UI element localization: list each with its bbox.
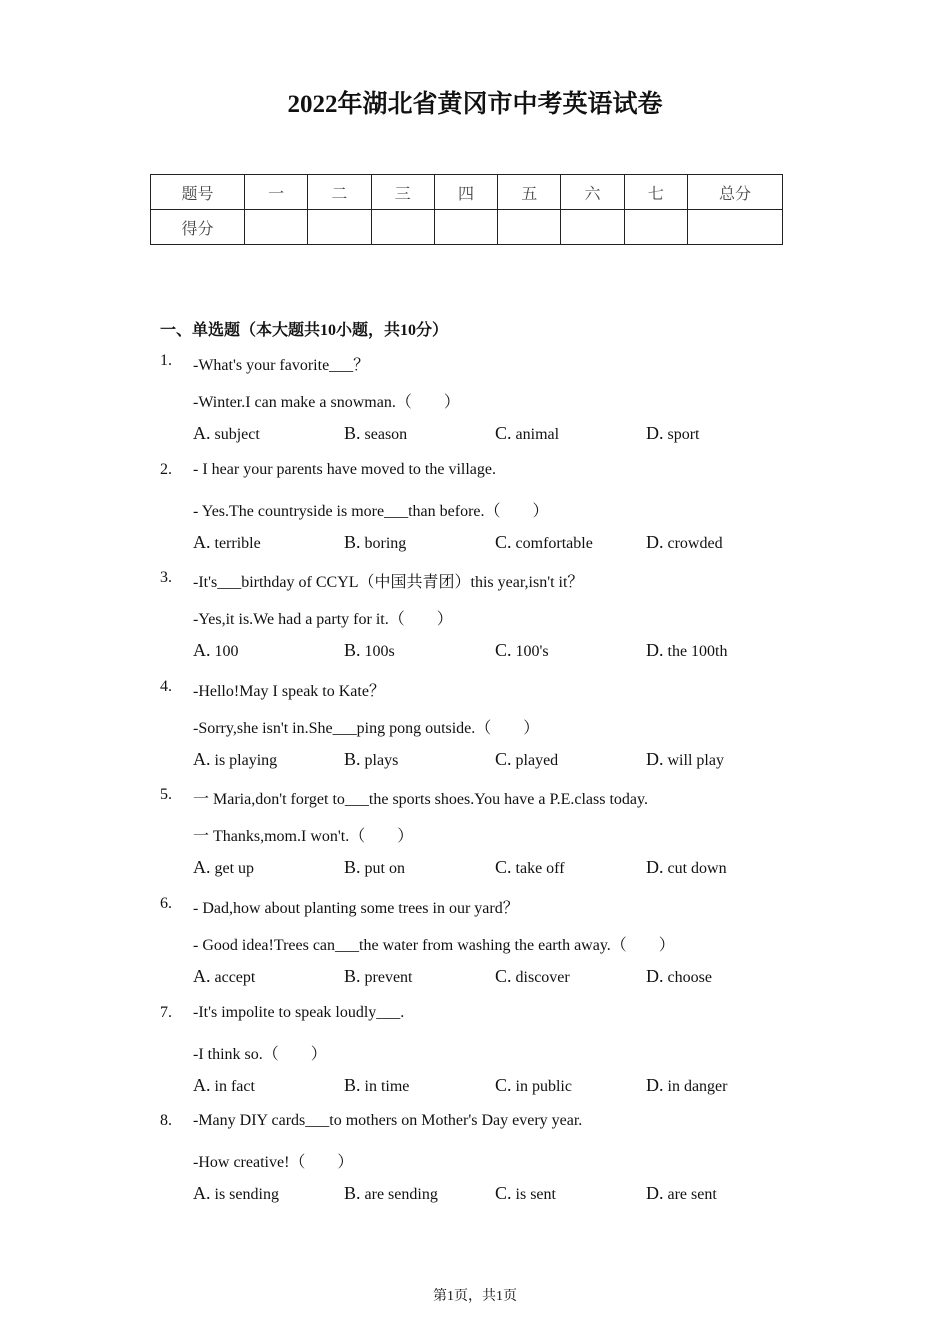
score-cell	[371, 210, 434, 245]
answer-option	[646, 966, 712, 987]
header-cell: 六	[561, 175, 624, 210]
answer-option	[344, 857, 405, 878]
option-text: season	[364, 426, 408, 443]
option-text: will play	[667, 751, 724, 769]
answer-option	[193, 857, 254, 878]
question-response: -How creative!（ ）	[193, 1154, 354, 1172]
option-letter: B.	[344, 1183, 361, 1204]
option-text: played	[515, 751, 559, 769]
option-letter: D.	[646, 1074, 664, 1095]
score-cell	[245, 210, 308, 245]
option-letter: B.	[344, 423, 361, 443]
option-letter: D.	[646, 966, 664, 986]
option-letter: D.	[646, 640, 664, 661]
header-cell: 七	[624, 175, 687, 210]
option-text: is playing	[214, 751, 278, 769]
option-text: put on	[364, 860, 405, 878]
answer-option	[495, 1183, 556, 1204]
option-text: discover	[515, 969, 570, 986]
answer-option	[646, 423, 700, 444]
answer-option	[344, 966, 413, 987]
question-number: 6.	[160, 895, 172, 912]
header-cell: 总分	[688, 175, 783, 210]
answer-option	[646, 1075, 727, 1096]
score-cell	[688, 210, 783, 245]
question-response: -Sorry,she isn't in.She___ping pong outside.（ ）	[193, 719, 540, 737]
option-letter: C.	[495, 1074, 512, 1095]
answer-option	[344, 423, 407, 444]
option-letter: A.	[193, 423, 211, 443]
answer-option	[193, 749, 277, 770]
option-text: boring	[364, 534, 407, 552]
answer-option	[193, 1075, 255, 1096]
question-number: 5.	[160, 786, 172, 804]
question-response: -Winter.I can make a snowman.（ ）	[193, 394, 460, 411]
option-letter: B.	[344, 640, 361, 661]
option-text: take off	[515, 860, 565, 878]
score-table-score-row	[151, 210, 783, 245]
option-text: in fact	[214, 1077, 255, 1095]
answer-option	[495, 966, 570, 987]
option-text: in public	[515, 1077, 572, 1095]
question-prompt: - Dad,how about planting some trees in our yard？	[193, 900, 519, 917]
question-number: 7.	[160, 1003, 172, 1021]
option-letter: C.	[495, 1183, 512, 1204]
answer-option	[495, 1075, 572, 1096]
score-cell	[624, 210, 687, 245]
option-text: 100's	[515, 643, 549, 661]
option-text: get up	[214, 860, 255, 878]
option-letter: A.	[193, 1074, 211, 1095]
option-text: the 100th	[667, 643, 728, 661]
header-cell: 五	[498, 175, 561, 210]
option-letter: B.	[344, 857, 361, 878]
question-number: 8.	[160, 1112, 172, 1130]
answer-option	[344, 532, 406, 553]
page-title: 2022年湖北省黄冈市中考英语试卷	[287, 91, 663, 118]
option-text: are sent	[667, 1186, 717, 1204]
option-letter: A.	[193, 966, 211, 986]
answer-option	[495, 532, 593, 553]
option-letter: D.	[646, 1183, 664, 1204]
option-text: choose	[667, 969, 712, 986]
question-response: -I think so.（ ）	[193, 1045, 327, 1063]
option-text: is sent	[515, 1186, 556, 1204]
option-text: plays	[364, 751, 399, 769]
option-letter: B.	[344, 748, 361, 769]
answer-option	[646, 1183, 717, 1204]
answer-option	[646, 857, 727, 878]
option-text: 100s	[364, 643, 395, 661]
option-text: comfortable	[515, 534, 593, 552]
option-text: crowded	[667, 534, 723, 552]
answer-option	[646, 532, 723, 553]
question-prompt: -Many DIY cards___to mothers on Mother's Day every year.	[193, 1112, 583, 1130]
answer-option	[193, 532, 261, 553]
option-text: 100	[214, 643, 239, 661]
option-letter: C.	[495, 857, 512, 878]
option-letter: B.	[344, 966, 361, 986]
question-prompt: -It's impolite to speak loudly___.	[193, 1003, 405, 1021]
answer-option	[193, 423, 260, 444]
score-cell	[308, 210, 371, 245]
option-text: animal	[515, 426, 560, 443]
answer-option	[495, 640, 549, 661]
question-prompt: 一 Maria,don't forget to___the sports shoes.You have a P.E.class today.	[193, 791, 648, 809]
question-prompt: -What's your favorite___？	[193, 357, 370, 374]
option-letter: C.	[495, 531, 512, 552]
answer-option	[646, 640, 728, 661]
score-cell	[434, 210, 497, 245]
header-cell: 三	[371, 175, 434, 210]
option-letter: D.	[646, 531, 664, 552]
section-heading: 一、单选题（本大题共10小题，共10分）	[160, 322, 449, 339]
question-response: -Yes,it is.We had a party for it.（ ）	[193, 611, 453, 629]
option-text: in danger	[667, 1077, 728, 1095]
option-letter: B.	[344, 531, 361, 552]
question-number: 4.	[160, 677, 172, 695]
answer-option	[344, 640, 395, 661]
answer-option	[344, 1075, 409, 1096]
option-letter: C.	[495, 966, 512, 986]
option-text: are sending	[364, 1186, 438, 1204]
question-response: 一 Thanks,mom.I won't.（ ）	[193, 828, 414, 846]
answer-option	[193, 966, 255, 987]
option-letter: B.	[344, 1074, 361, 1095]
header-cell: 二	[308, 175, 371, 210]
header-cell: 一	[245, 175, 308, 210]
question-number: 1.	[160, 352, 172, 369]
question-number: 2.	[160, 460, 172, 478]
answer-option	[495, 423, 559, 444]
option-text: prevent	[364, 969, 413, 986]
option-text: cut down	[667, 860, 727, 878]
answer-option	[193, 1183, 279, 1204]
option-letter: C.	[495, 423, 512, 443]
option-letter: A.	[193, 531, 211, 552]
option-letter: D.	[646, 857, 664, 878]
question-response: - Yes.The countryside is more___than before.（ ）	[193, 502, 549, 520]
option-text: accept	[214, 969, 256, 986]
answer-option	[495, 749, 558, 770]
score-cell	[498, 210, 561, 245]
answer-option	[344, 749, 398, 770]
option-text: terrible	[214, 534, 261, 552]
question-prompt: - I hear your parents have moved to the village.	[193, 460, 496, 478]
header-cell: 四	[434, 175, 497, 210]
option-letter: C.	[495, 640, 512, 661]
answer-option	[344, 1183, 438, 1204]
question-prompt: -It's___birthday of CCYL（中国共青团）this year,isn't it？	[193, 574, 584, 592]
question-response: - Good idea!Trees can___the water from washing the earth away.（ ）	[193, 937, 675, 954]
question-number: 3.	[160, 569, 172, 587]
answer-option	[646, 749, 724, 770]
score-table-header-row	[151, 175, 783, 210]
row-label: 得分	[151, 210, 245, 245]
option-letter: A.	[193, 1183, 211, 1204]
score-table	[150, 174, 783, 245]
option-letter: A.	[193, 748, 211, 769]
option-text: sport	[667, 426, 700, 443]
option-text: in time	[364, 1077, 410, 1095]
option-letter: A.	[193, 857, 211, 878]
option-text: is sending	[214, 1186, 279, 1204]
option-text: subject	[214, 426, 260, 443]
option-letter: D.	[646, 423, 664, 443]
answer-option	[495, 857, 565, 878]
score-cell	[561, 210, 624, 245]
option-letter: C.	[495, 748, 512, 769]
header-cell: 题号	[151, 175, 245, 210]
page-footer: 第1页，共1页	[433, 1289, 517, 1304]
option-letter: D.	[646, 748, 664, 769]
answer-option	[193, 640, 239, 661]
question-prompt: -Hello!May I speak to Kate？	[193, 682, 385, 700]
option-letter: A.	[193, 640, 211, 661]
